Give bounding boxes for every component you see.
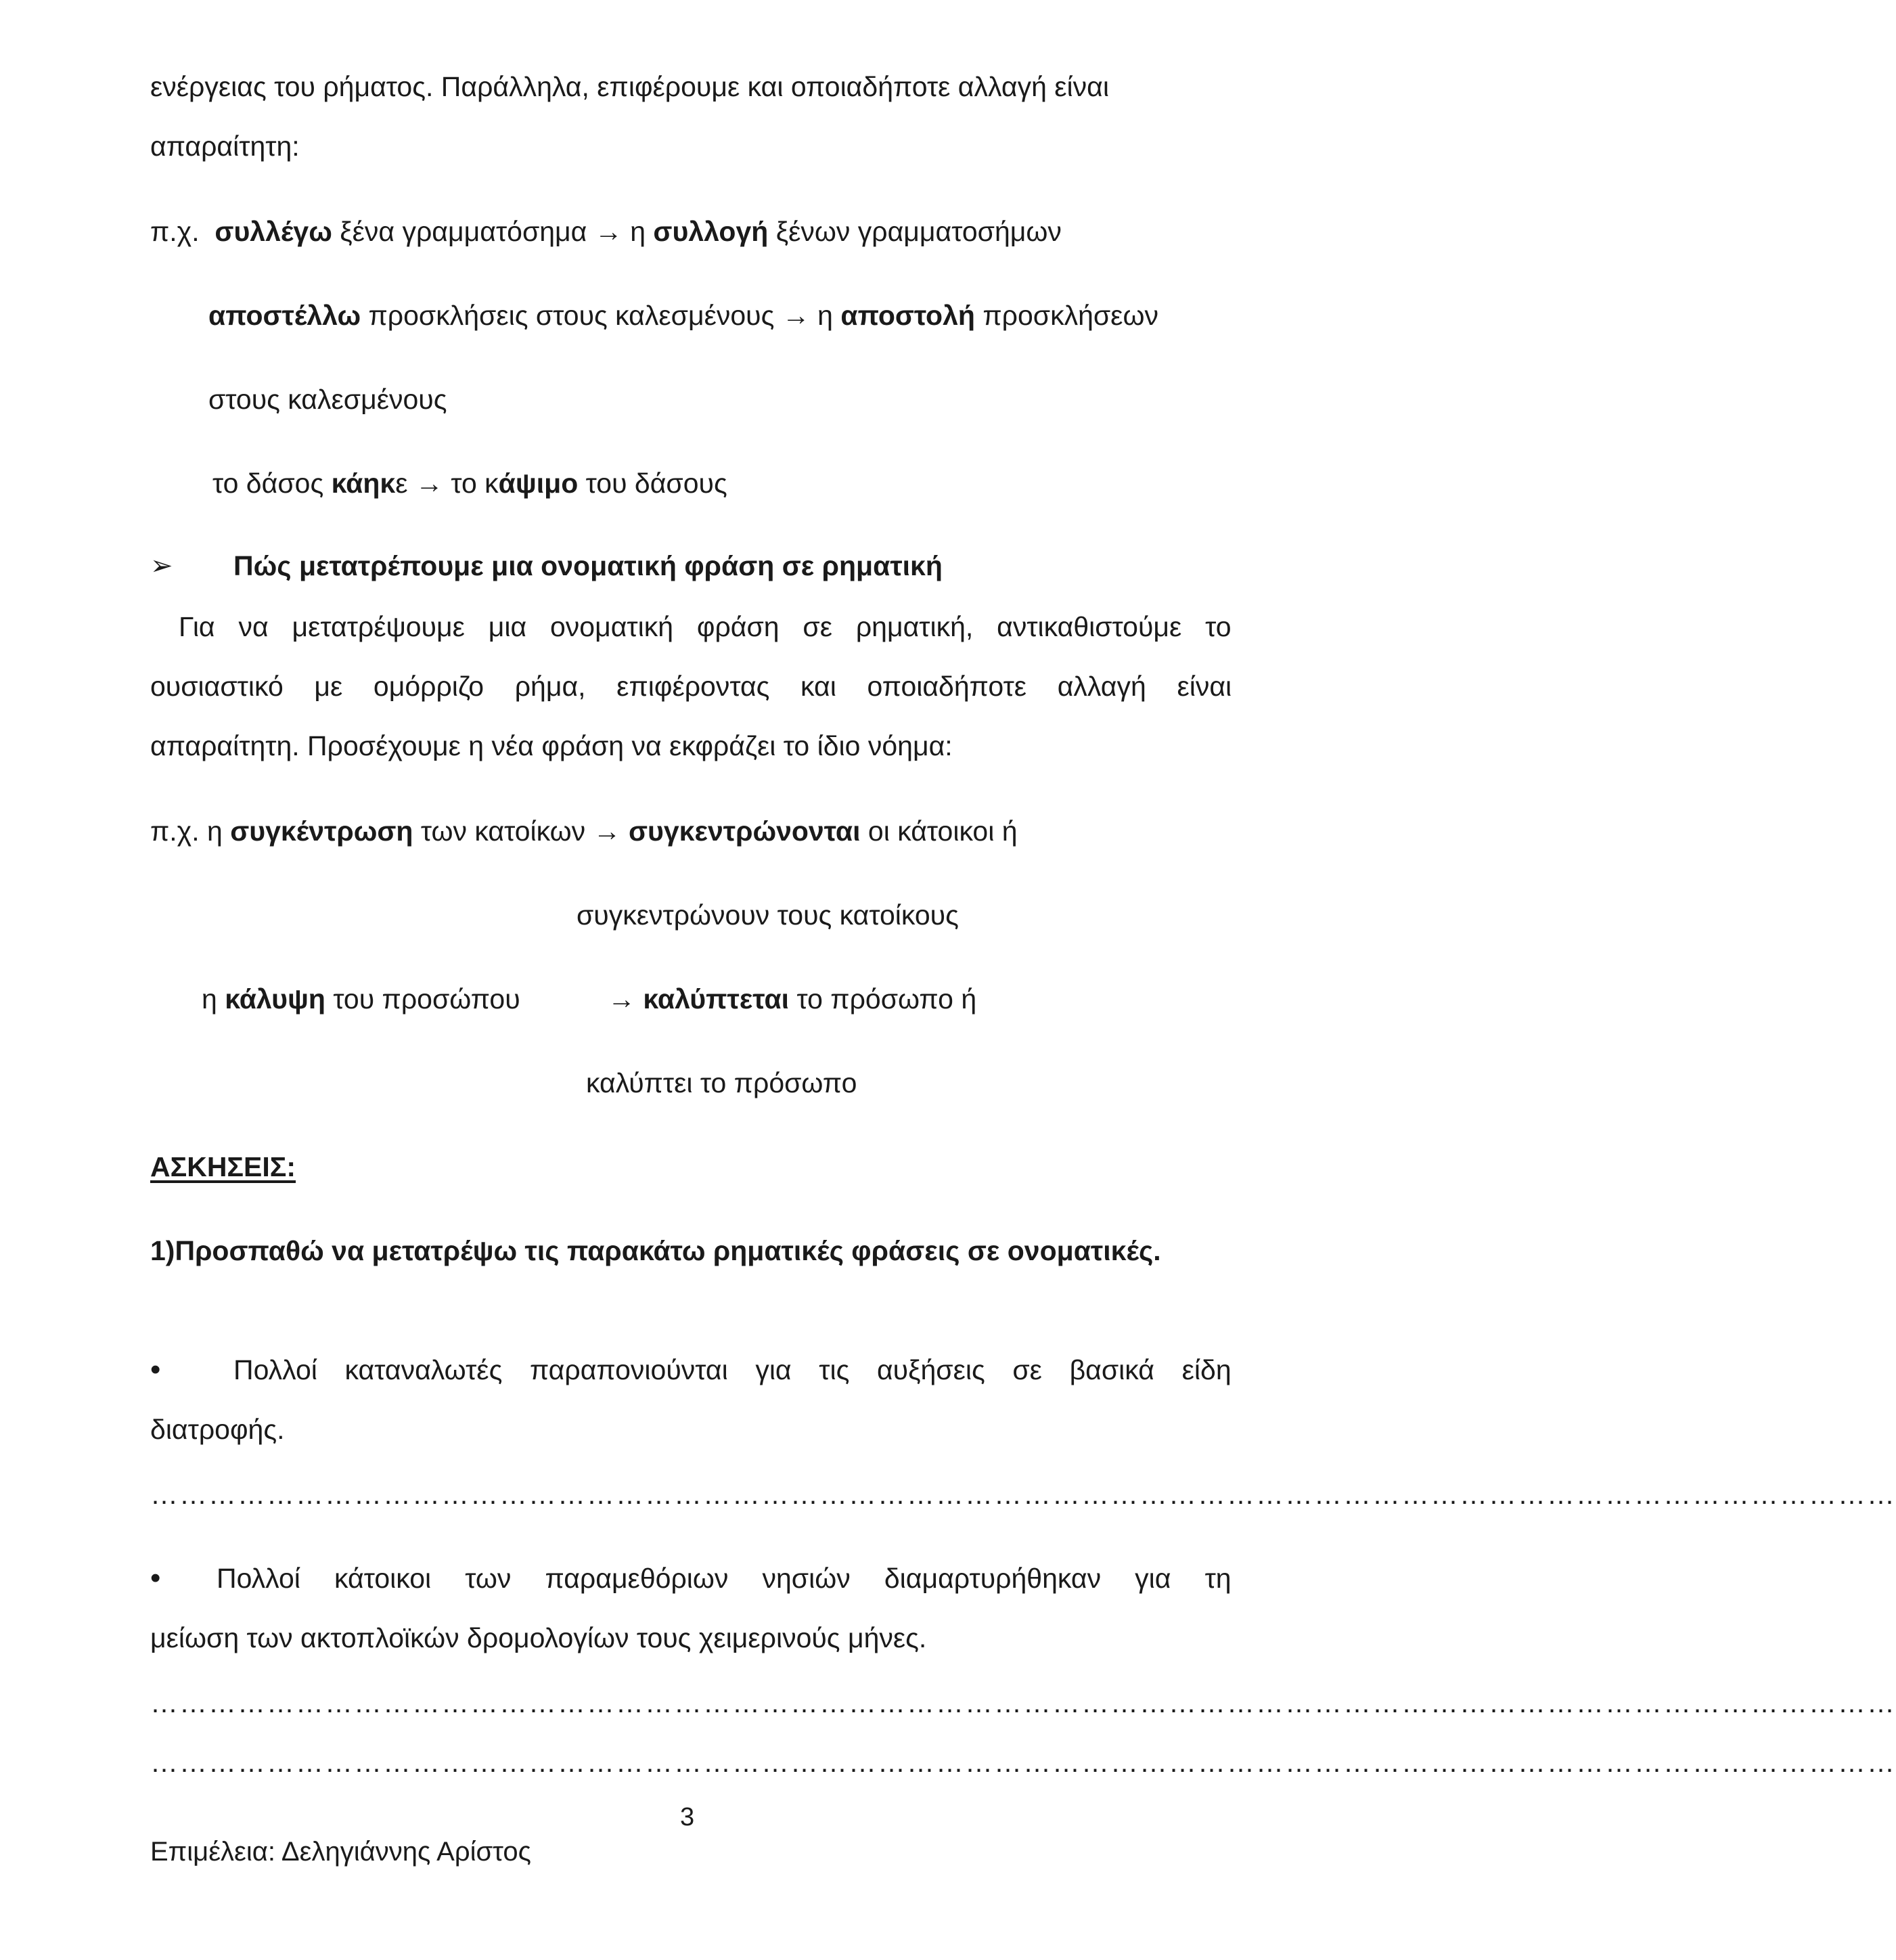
- noun-bold: κάλυψη: [225, 983, 325, 1015]
- example-text: προσκλήσεις στους καλεσμένους: [368, 300, 775, 331]
- answer-line[interactable]: ………………………………………………………………………………………………………………………………………………………………: [150, 1479, 1896, 1510]
- example-text: η: [630, 216, 646, 247]
- example-prefix: π.χ. η: [150, 816, 223, 847]
- verb-bold: αποστέλλω: [208, 300, 361, 331]
- bullet-icon: •: [150, 1353, 161, 1386]
- verb-bold: καλύπτεται: [643, 983, 790, 1015]
- arrow-icon: →: [594, 216, 623, 247]
- example-text: του προσώπου: [333, 983, 520, 1015]
- example-text: η: [202, 983, 217, 1015]
- exercise-task: 1)Προσπαθώ να μετατρέψω τις παρακάτω ρηματικές φράσεις σε ονοματικές.: [150, 1235, 1161, 1266]
- example-text: ξένων γραμματοσήμων: [775, 216, 1062, 247]
- example-text: το δάσος: [212, 468, 324, 499]
- arrow-icon: →: [782, 300, 810, 331]
- verb-bold: συγκεντρώνονται: [628, 816, 861, 847]
- example-text: οι κάτοικοι ή: [867, 816, 1018, 847]
- example-line: [150, 213, 1062, 250]
- section-heading: Πώς μετατρέπουμε μια ονοματική φράση σε ρηματική: [233, 550, 943, 581]
- answer-line[interactable]: ………………………………………………………………………………………………………………………………………………………………: [150, 1687, 1896, 1718]
- paragraph-line: ουσιαστικό με ομόρριζο ρήμα, επιφέροντας και οποιαδήποτε αλλαγή είναι: [150, 671, 1232, 702]
- arrow-icon: →: [593, 816, 621, 847]
- exercises-heading: ΑΣΚΗΣΕΙΣ:: [150, 1151, 296, 1182]
- example-line: [212, 464, 727, 502]
- verb-bold: συλλέγω: [215, 216, 332, 247]
- noun-bold: άψιμο: [498, 468, 579, 499]
- exercise-sentence: Πολλοί καταναλωτές παραπονιούνται για τις αυξήσεις σε βασικά είδη: [233, 1354, 1232, 1385]
- example-line: [208, 296, 1158, 334]
- example-line: καλύπτει το πρόσωπο: [586, 1067, 857, 1098]
- answer-line[interactable]: ………………………………………………………………………………………………………………………………………………………………: [150, 1747, 1896, 1778]
- example-text: των κατοίκων: [420, 816, 586, 847]
- arrowhead-bullet-icon: ➢: [150, 551, 173, 581]
- example-line: [202, 980, 520, 1018]
- paragraph-line: ενέργειας του ρήματος. Παράλληλα, επιφέρουμε και οποιαδήποτε αλλαγή είναι: [150, 71, 1109, 102]
- arrow-icon: →: [415, 468, 443, 499]
- exercise-sentence: μείωση των ακτοπλοϊκών δρομολογίων τους χειμερινούς μήνες.: [150, 1622, 927, 1653]
- paragraph-line: απαραίτητη:: [150, 131, 300, 162]
- exercise-sentence: Πολλοί κάτοικοι των παραμεθόριων νησιών διαμαρτυρήθηκαν για τη: [217, 1563, 1232, 1594]
- example-line: [150, 812, 1018, 850]
- noun-bold: συλλογή: [653, 216, 769, 247]
- arrow-icon: →: [608, 983, 635, 1015]
- example-text: του δάσους: [585, 468, 727, 499]
- example-text: προσκλήσεων: [983, 300, 1158, 331]
- example-text: το πρόσωπο ή: [796, 983, 977, 1015]
- example-line: συγκεντρώνουν τους κατοίκους: [577, 899, 959, 931]
- exercise-sentence: διατροφής.: [150, 1414, 285, 1445]
- example-line: [608, 980, 976, 1018]
- example-prefix: π.χ.: [150, 216, 200, 247]
- verb-bold: κάηκ: [331, 468, 396, 499]
- bullet-icon: •: [150, 1561, 161, 1595]
- example-text: ξένα γραμματόσημα: [340, 216, 587, 247]
- page-number: 3: [680, 1803, 695, 1831]
- paragraph-line: Για να μετατρέψουμε μια ονοματική φράση σε ρηματική, αντικαθιστούμε το: [179, 611, 1232, 642]
- paragraph-line: απαραίτητη. Προσέχουμε η νέα φράση να εκφράζει το ίδιο νόημα:: [150, 730, 953, 761]
- example-line: στους καλεσμένους: [208, 384, 447, 415]
- noun-bold: συγκέντρωση: [230, 816, 413, 847]
- footer-editor: Επιμέλεια: Δεληγιάννης Αρίστος: [150, 1837, 531, 1867]
- example-text: ε: [395, 468, 408, 499]
- example-text: το κ: [451, 468, 499, 499]
- example-text: η: [817, 300, 833, 331]
- noun-bold: αποστολή: [840, 300, 975, 331]
